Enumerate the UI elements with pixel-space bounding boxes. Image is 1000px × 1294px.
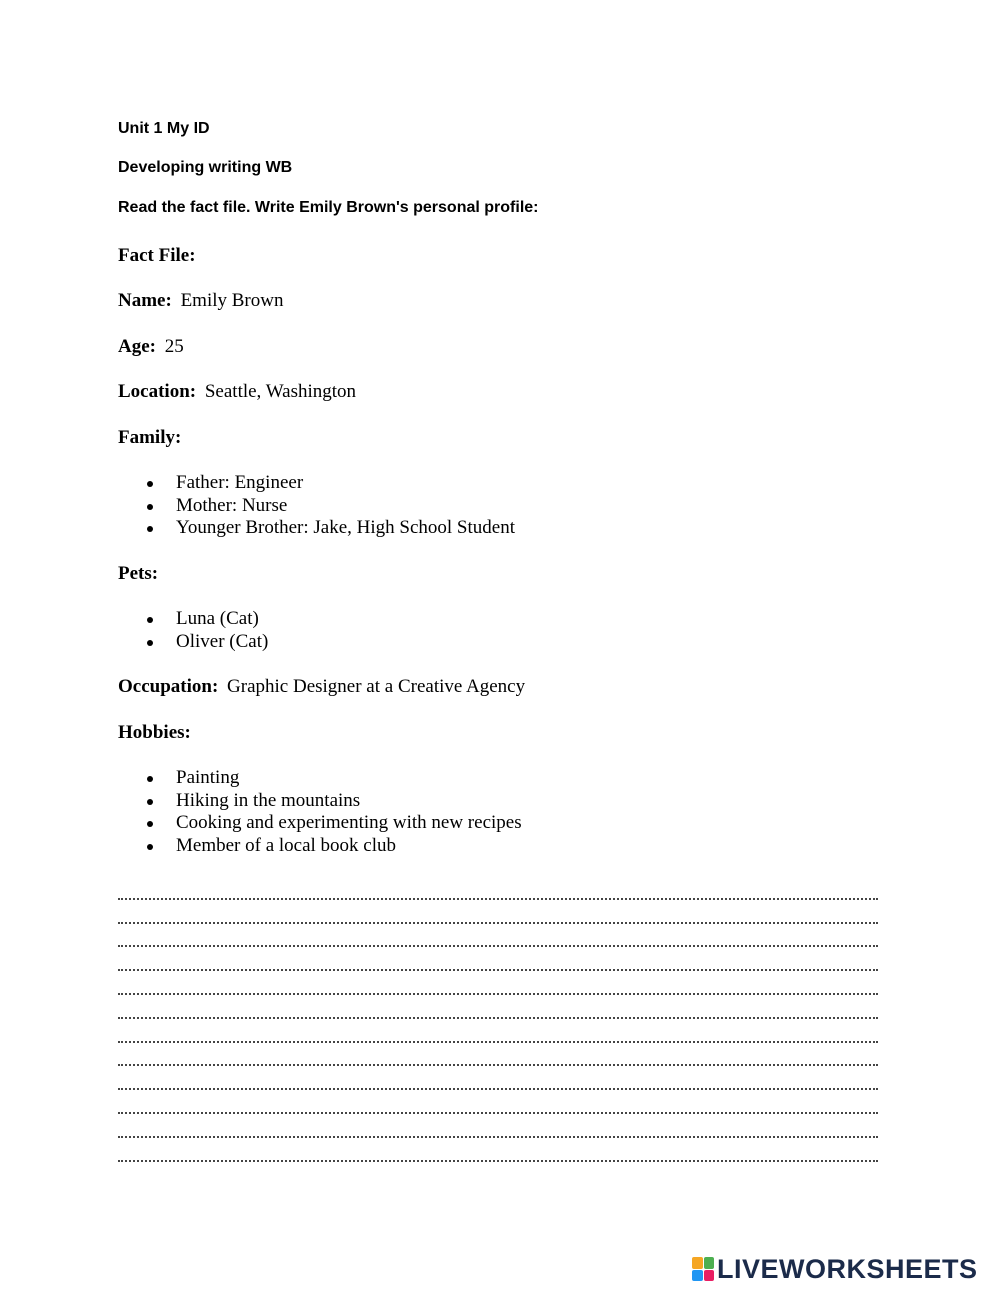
bullet-icon [147,481,153,487]
age-row [118,336,184,358]
age-value: 25 [164,336,184,357]
writing-line[interactable] [118,977,878,1001]
list-item [118,812,522,835]
family-label: Family: [118,427,182,448]
writing-line[interactable] [118,1120,878,1144]
instruction-text: Read the fact file. Write Emily Brown's personal profile: [118,199,539,216]
family-item-text: Younger Brother: Jake, High School Student [176,517,515,539]
fact-file-heading-label: Fact File: [118,245,196,266]
hobby-item-text: Member of a local book club [176,835,397,857]
writing-line[interactable] [118,906,878,930]
writing-area[interactable] [118,882,878,1168]
bullet-icon [147,504,153,510]
bullet-icon [147,776,153,782]
occupation-row [118,676,525,698]
hobbies-label: Hobbies: [118,722,191,743]
writing-line[interactable] [118,1001,878,1025]
bullet-icon [147,640,153,646]
worksheet-subtitle: Developing writing WB [118,159,293,176]
fact-file-heading [118,245,196,267]
pets-list [118,608,268,653]
name-label: Name: [118,290,172,311]
bullet-icon [147,821,153,827]
hobbies-heading [118,722,191,744]
list-item [118,767,522,790]
writing-line[interactable] [118,1096,878,1120]
logo-text: LIVEWORKSHEETS [717,1253,978,1284]
location-row [118,381,356,403]
liveworksheets-logo-icon [692,1257,714,1281]
bullet-icon [147,526,153,532]
family-list [118,472,515,540]
writing-line[interactable] [118,882,878,906]
writing-line[interactable] [118,930,878,954]
location-value: Seattle, Washington [204,381,357,402]
age-label: Age: [118,336,156,357]
name-value: Emily Brown [180,290,284,311]
family-item-text: Mother: Nurse [176,494,288,516]
bullet-icon [147,799,153,805]
family-item-text: Father: Engineer [176,472,304,493]
unit-title: Unit 1 My ID [118,120,210,137]
pet-item-text: Luna (Cat) [176,608,259,629]
liveworksheets-logo[interactable] [692,1254,978,1284]
list-item [118,835,522,858]
pet-item-text: Oliver (Cat) [176,630,269,652]
occupation-label: Occupation: [118,676,219,697]
pets-heading [118,563,158,585]
list-item [118,608,268,631]
writing-line[interactable] [118,953,878,977]
name-row [118,290,283,312]
hobby-item-text: Cooking and experimenting with new recipes [176,812,522,834]
logo-square [704,1270,715,1282]
bullet-icon [147,617,153,623]
list-item [118,495,515,518]
hobby-item-text: Painting [176,767,240,788]
writing-line[interactable] [118,1025,878,1049]
writing-line[interactable] [118,1072,878,1096]
logo-square [692,1270,703,1282]
family-heading [118,427,181,449]
hobby-item-text: Hiking in the mountains [176,789,361,811]
bullet-icon [147,844,153,850]
list-item [118,631,268,654]
writing-line[interactable] [118,1049,878,1073]
list-item [118,472,515,495]
location-label: Location: [118,381,197,402]
list-item [118,790,522,813]
writing-line[interactable] [118,1144,878,1168]
pets-label: Pets: [118,563,159,584]
list-item [118,517,515,540]
occupation-value: Graphic Designer at a Creative Agency [227,676,526,697]
logo-square [704,1257,715,1269]
hobbies-list [118,767,522,858]
logo-square [692,1257,703,1269]
